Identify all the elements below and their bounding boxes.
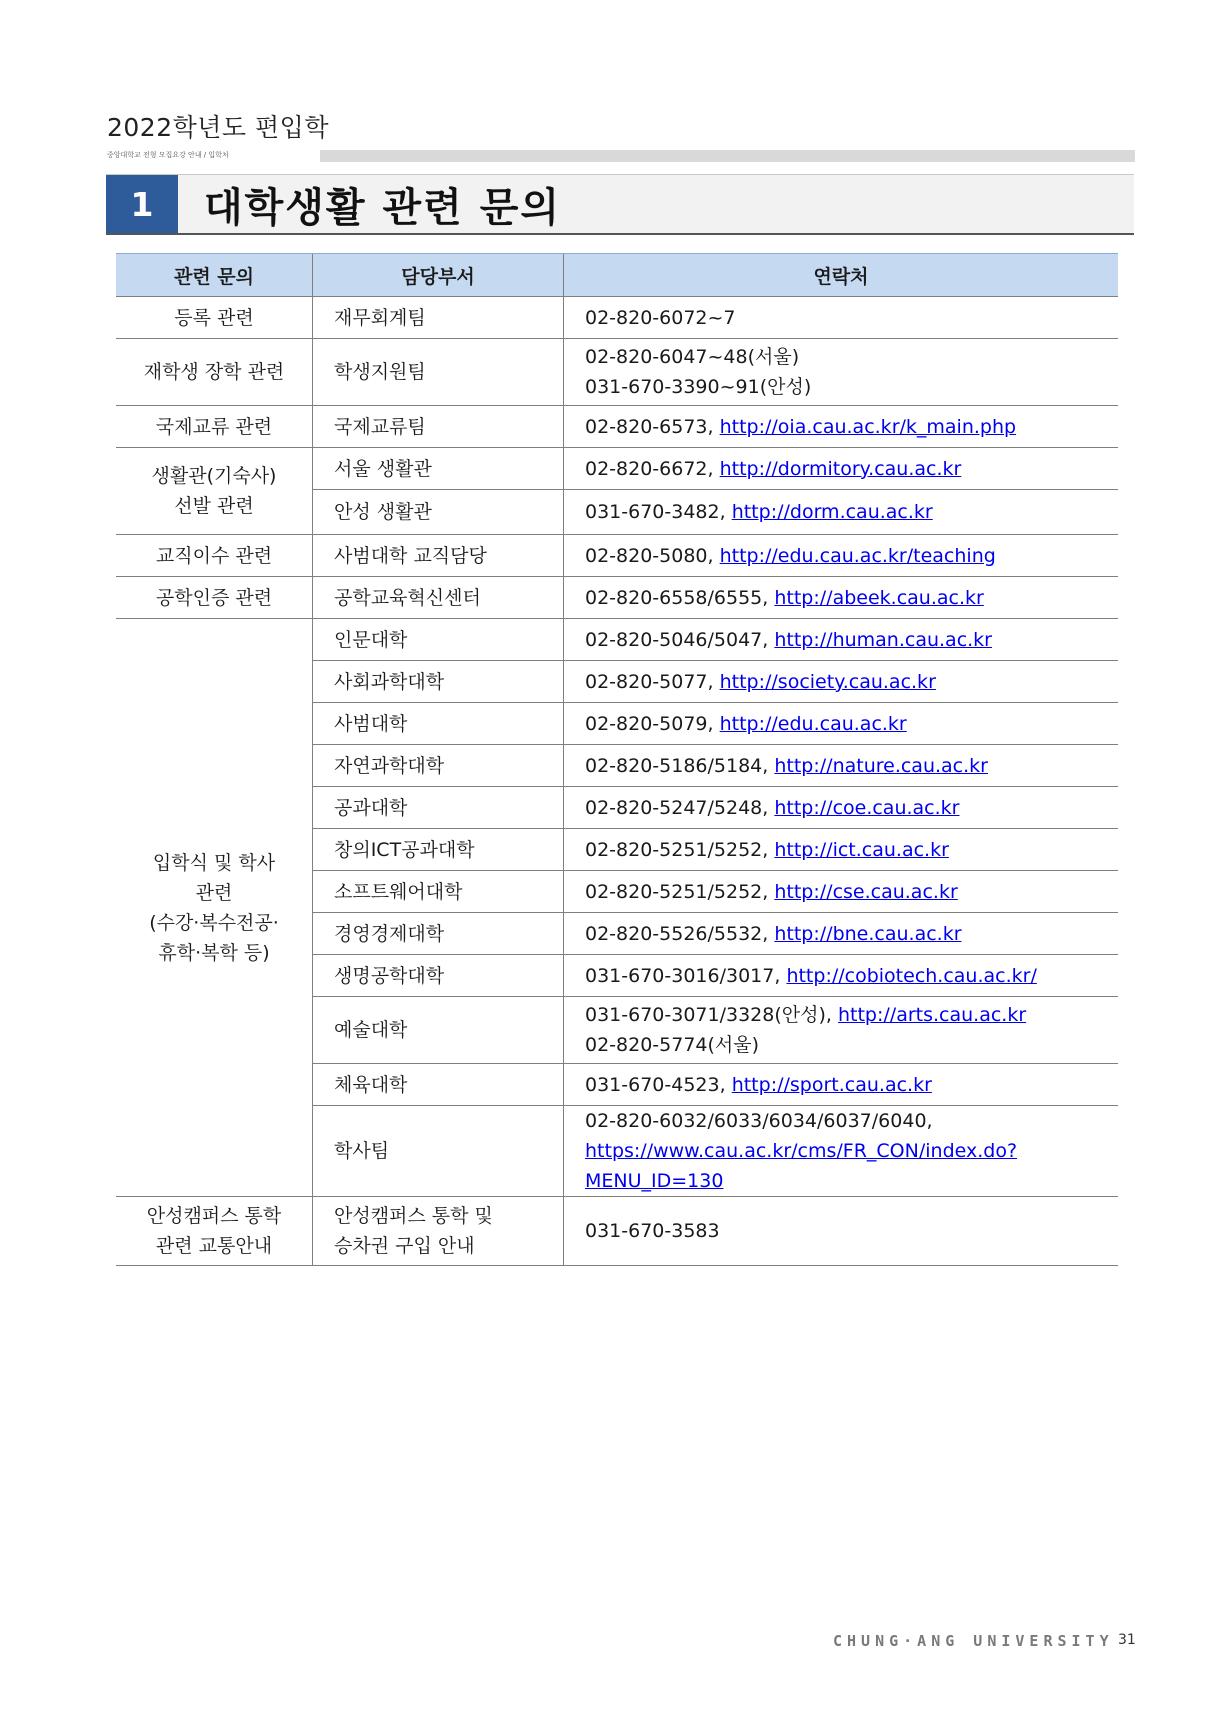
department-text: 사범대학 bbox=[334, 712, 408, 735]
category-text: 관련 bbox=[195, 881, 233, 904]
header-contact: 연락처 bbox=[564, 254, 1119, 297]
contact-cell bbox=[564, 1106, 1119, 1197]
department-cell bbox=[313, 297, 564, 339]
category-text: (수강·복수전공· bbox=[149, 911, 279, 934]
department-cell bbox=[313, 1197, 564, 1266]
phone-text: 031-670-3583 bbox=[585, 1220, 720, 1242]
department-cell bbox=[313, 913, 564, 955]
category-cell bbox=[116, 535, 313, 577]
website-link[interactable]: http://nature.cau.ac.kr bbox=[774, 754, 988, 777]
page-number: 31 bbox=[1118, 1632, 1136, 1648]
phone-text: 02-820-5077, bbox=[585, 670, 714, 693]
table-row bbox=[116, 339, 1118, 406]
contact-cell bbox=[564, 913, 1119, 955]
phone-text: 02-820-5251/5252, bbox=[585, 838, 769, 861]
phone-text: 02-820-6672, bbox=[585, 457, 714, 480]
document-title: 2022학년도 편입학 bbox=[107, 113, 329, 142]
department-cell bbox=[313, 955, 564, 997]
department-text: 생명공학대학 bbox=[334, 964, 445, 987]
contact-cell bbox=[564, 339, 1119, 406]
website-link[interactable]: http://abeek.cau.ac.kr bbox=[774, 586, 984, 609]
category-text: 등록 관련 bbox=[174, 306, 254, 329]
header-department: 담당부서 bbox=[313, 254, 564, 297]
department-cell bbox=[313, 997, 564, 1064]
contact-cell bbox=[564, 829, 1119, 871]
contact-cell bbox=[564, 787, 1119, 829]
website-link[interactable]: http://ict.cau.ac.kr bbox=[774, 838, 949, 861]
website-link[interactable]: https://www.cau.ac.kr/cms/FR_CON/index.do?MENU_ID=130 bbox=[585, 1140, 1018, 1192]
department-text: 체육대학 bbox=[334, 1073, 408, 1096]
phone-text-secondary: 031-670-3390~91(안성) bbox=[585, 376, 812, 398]
website-link[interactable]: http://coe.cau.ac.kr bbox=[774, 796, 960, 819]
table-row bbox=[116, 535, 1118, 577]
department-cell bbox=[313, 577, 564, 619]
category-text: 생활관(기숙사) bbox=[151, 465, 277, 487]
inquiry-table bbox=[116, 253, 1118, 1266]
department-cell bbox=[313, 703, 564, 745]
contact-cell bbox=[564, 1197, 1119, 1266]
contact-cell bbox=[564, 1064, 1119, 1106]
section-title: 대학생활 관련 문의 bbox=[204, 184, 561, 231]
contact-cell bbox=[564, 619, 1119, 661]
section-header bbox=[106, 174, 1134, 235]
phone-text: 02-820-6558/6555, bbox=[585, 586, 769, 609]
phone-text: 02-820-5526/5532, bbox=[585, 922, 769, 945]
contact-cell bbox=[564, 448, 1119, 490]
department-cell bbox=[313, 1064, 564, 1106]
website-link[interactable]: http://arts.cau.ac.kr bbox=[837, 1004, 1027, 1026]
table-row bbox=[116, 297, 1118, 339]
section-number: 1 bbox=[106, 175, 178, 233]
department-text: 사범대학 교직담당 bbox=[334, 544, 487, 567]
category-cell bbox=[116, 339, 313, 406]
department-text: 인문대학 bbox=[334, 628, 408, 651]
website-link[interactable]: http://edu.cau.ac.kr bbox=[719, 712, 907, 735]
header-category: 관련 문의 bbox=[116, 254, 313, 297]
phone-text: 031-670-3016/3017, bbox=[585, 964, 781, 987]
category-text: 교직이수 관련 bbox=[155, 544, 273, 567]
contact-cell bbox=[564, 535, 1119, 577]
department-cell bbox=[313, 871, 564, 913]
website-link[interactable]: http://edu.cau.ac.kr/teaching bbox=[719, 544, 996, 567]
website-link[interactable]: http://society.cau.ac.kr bbox=[719, 670, 936, 693]
department-cell bbox=[313, 490, 564, 535]
department-cell bbox=[313, 1106, 564, 1197]
category-text: 휴학·복학 등) bbox=[158, 941, 270, 964]
phone-text: 02-820-5046/5047, bbox=[585, 628, 769, 651]
footer-brand: CHUNG·ANG UNIVERSITY bbox=[833, 1632, 1114, 1650]
department-text: 창의ICT공과대학 bbox=[334, 838, 475, 861]
contact-cell bbox=[564, 406, 1119, 448]
department-cell bbox=[313, 448, 564, 490]
department-text: 학생지원팀 bbox=[334, 361, 426, 383]
phone-text: 02-820-5080, bbox=[585, 544, 714, 567]
table-row bbox=[116, 577, 1118, 619]
phone-text: 02-820-6072~7 bbox=[585, 306, 736, 329]
category-text: 재학생 장학 관련 bbox=[143, 361, 285, 383]
department-text: 학사팀 bbox=[334, 1140, 390, 1162]
phone-text: 02-820-6573, bbox=[585, 415, 714, 438]
phone-text: 02-820-5251/5252, bbox=[585, 880, 769, 903]
category-cell bbox=[116, 448, 313, 535]
header-gray-bar bbox=[320, 150, 1135, 162]
phone-text: 02-820-5186/5184, bbox=[585, 754, 769, 777]
department-cell bbox=[313, 406, 564, 448]
department-text: 승차권 구입 안내 bbox=[334, 1235, 475, 1257]
phone-text: 02-820-5079, bbox=[585, 712, 714, 735]
department-cell bbox=[313, 745, 564, 787]
phone-text: 031-670-3482, bbox=[585, 501, 726, 523]
department-text: 공학교육혁신센터 bbox=[334, 586, 481, 609]
contact-cell bbox=[564, 871, 1119, 913]
department-cell bbox=[313, 661, 564, 703]
contact-cell bbox=[564, 703, 1119, 745]
website-link[interactable]: http://oia.cau.ac.kr/k_main.php bbox=[719, 415, 1017, 438]
contact-cell bbox=[564, 661, 1119, 703]
department-cell bbox=[313, 535, 564, 577]
category-cell bbox=[116, 297, 313, 339]
contact-cell bbox=[564, 955, 1119, 997]
department-text: 사회과학대학 bbox=[334, 670, 445, 693]
table-row bbox=[116, 448, 1118, 490]
category-text: 국제교류 관련 bbox=[155, 415, 273, 438]
department-text: 예술대학 bbox=[334, 1019, 408, 1041]
contact-cell bbox=[564, 997, 1119, 1064]
table-row bbox=[116, 1197, 1118, 1266]
phone-text: 031-670-3071/3328(안성), bbox=[585, 1004, 832, 1026]
department-text: 안성캠퍼스 통학 및 bbox=[334, 1205, 493, 1227]
table-row bbox=[116, 406, 1118, 448]
contact-cell bbox=[564, 745, 1119, 787]
website-link[interactable]: http://dorm.cau.ac.kr bbox=[731, 501, 933, 523]
department-text: 소프트웨어대학 bbox=[334, 880, 463, 903]
contact-cell bbox=[564, 577, 1119, 619]
category-text: 안성캠퍼스 통학 bbox=[146, 1205, 282, 1227]
department-text: 서울 생활관 bbox=[334, 457, 432, 480]
category-cell bbox=[116, 1197, 313, 1266]
website-link[interactable]: http://bne.cau.ac.kr bbox=[774, 922, 962, 945]
department-text: 자연과학대학 bbox=[334, 754, 445, 777]
phone-text-secondary: 02-820-5774(서울) bbox=[585, 1034, 760, 1056]
department-cell bbox=[313, 787, 564, 829]
category-text: 공학인증 관련 bbox=[155, 586, 273, 609]
category-cell bbox=[116, 577, 313, 619]
category-text: 관련 교통안내 bbox=[155, 1235, 273, 1257]
department-text: 공과대학 bbox=[334, 796, 408, 819]
category-cell bbox=[116, 619, 313, 1197]
department-text: 안성 생활관 bbox=[334, 501, 432, 523]
website-link[interactable]: http://sport.cau.ac.kr bbox=[731, 1073, 932, 1096]
website-link[interactable]: http://dormitory.cau.ac.kr bbox=[719, 457, 962, 480]
department-cell bbox=[313, 339, 564, 406]
website-link[interactable]: http://human.cau.ac.kr bbox=[774, 628, 992, 651]
department-cell bbox=[313, 619, 564, 661]
phone-text: 02-820-6047~48(서울) bbox=[585, 346, 800, 368]
phone-text: 031-670-4523, bbox=[585, 1073, 726, 1096]
website-link[interactable]: http://cobiotech.cau.ac.kr/ bbox=[786, 964, 1037, 987]
subtitle-line: 중앙대학교 전형 모집요강 안내 / 입학처 bbox=[107, 151, 229, 159]
table-header-row bbox=[116, 254, 1118, 297]
department-text: 재무회계팀 bbox=[334, 306, 426, 329]
category-cell bbox=[116, 406, 313, 448]
contact-cell bbox=[564, 297, 1119, 339]
table-row bbox=[116, 619, 1118, 661]
category-text: 입학식 및 학사 bbox=[152, 851, 276, 874]
department-cell bbox=[313, 829, 564, 871]
website-link[interactable]: http://cse.cau.ac.kr bbox=[774, 880, 958, 903]
contact-cell bbox=[564, 490, 1119, 535]
department-text: 경영경제대학 bbox=[334, 922, 445, 945]
category-text: 선발 관련 bbox=[174, 495, 254, 517]
phone-text: 02-820-6032/6033/6034/6037/6040, bbox=[585, 1110, 933, 1132]
phone-text: 02-820-5247/5248, bbox=[585, 796, 769, 819]
department-text: 국제교류팀 bbox=[334, 415, 426, 438]
